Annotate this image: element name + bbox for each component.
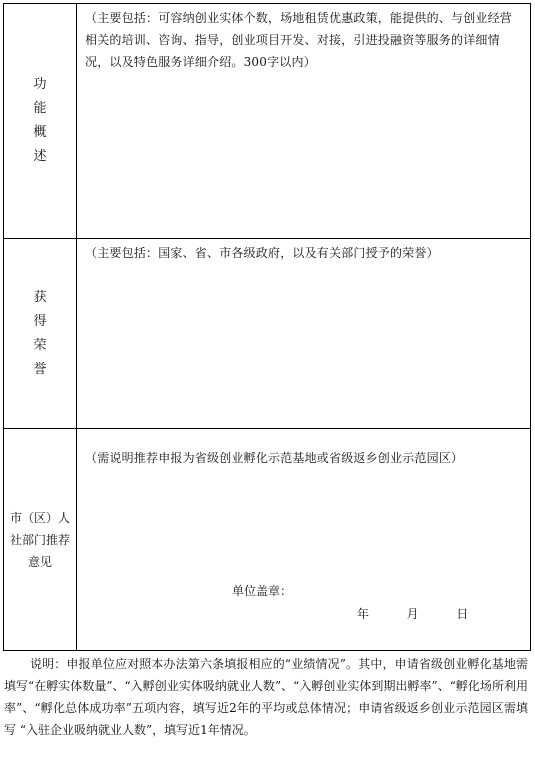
recommendation-hint: （需说明推荐申报为省级创业孵化示范基地或省级返乡创业示范园区） [85,451,464,465]
recommendation-field[interactable] [77,429,530,650]
recommendation-label [4,429,77,650]
form-note: 说明：申报单位应对照本办法第六条填报相应的“业绩情况”。其中，申请省级创业孵化基地需填写“在孵实体数量”、“入孵创业实体吸纳就业人数”、“入孵创业实体到期出孵率”、“孵化场所利用率”、“孵化总体成功率”五项内容，填写近2年的平均或总体情况；申请省级返乡创业示范园区需填写 “入驻企业吸纳就业人数”，填写近1年情况。 [4,657,528,737]
unit-seal-label: 单位盖章： [232,584,293,598]
function-overview-hint: （主要包括：可容纳创业实体个数，场地租赁优惠政策，能提供的、与创业经营相关的培训、咨询、指导，创业项目开发、对接，引进投融资等服务的详细情况，以及特色服务详细介绍。300字以内） [85,11,513,69]
recommendation-label-text: 市（区）人社部门推荐意见 [9,510,70,569]
function-overview-row [4,4,530,239]
function-overview-field[interactable] [77,4,530,238]
recommendation-row [4,429,530,650]
date-year: 年 [357,607,370,621]
function-overview-label [4,4,77,238]
honors-label [4,239,77,428]
label-char: 述 [33,149,47,164]
honors-row [4,239,530,429]
label-char: 誉 [33,361,47,377]
label-char: 得 [33,313,47,329]
label-char: 功 [33,77,47,92]
label-char: 荣 [33,337,47,353]
label-char: 概 [33,125,47,140]
honors-hint: （主要包括：国家、省、市各级政府，以及有关部门授予的荣誉） [85,246,439,260]
application-form-table [3,3,531,651]
label-char: 能 [33,101,47,116]
date-month: 月 [406,607,419,621]
label-char: 获 [33,289,47,305]
date-line [357,605,468,622]
date-day: 日 [456,607,469,621]
honors-field[interactable] [77,239,530,428]
